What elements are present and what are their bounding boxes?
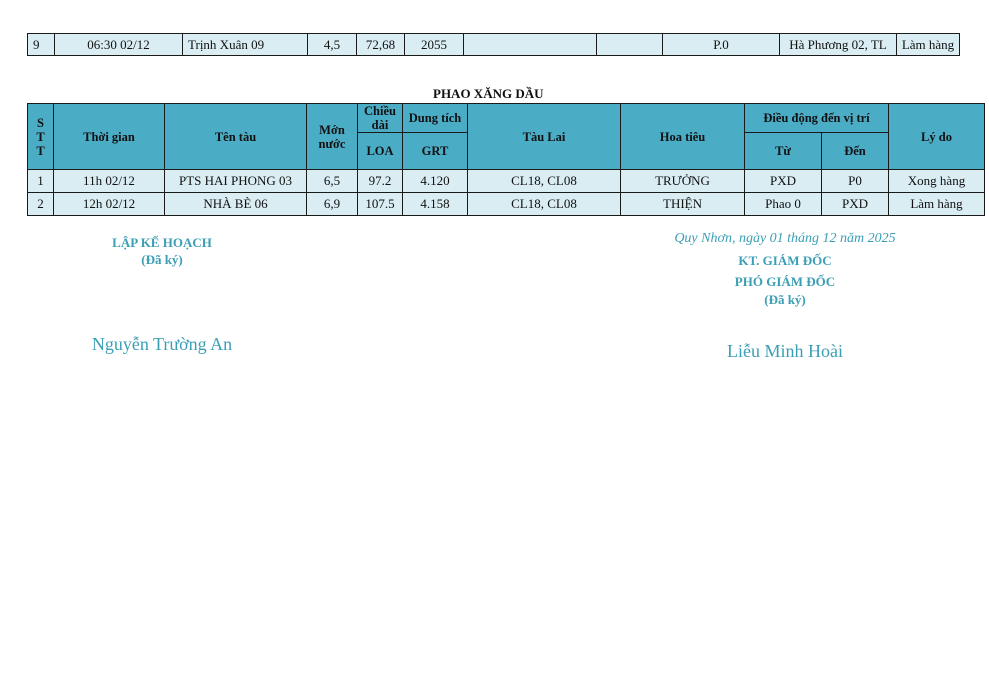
table-row (28, 170, 985, 193)
pilot-cell: THIỆN (621, 193, 745, 216)
reason-cell: Làm hàng (897, 34, 960, 56)
tug-cell (464, 34, 597, 56)
table-row (28, 193, 985, 216)
date-line: Quy Nhơn, ngày 01 tháng 12 năm 2025 (674, 231, 896, 246)
time-cell: 06:30 02/12 (55, 34, 183, 56)
stt-cell: 9 (28, 34, 55, 56)
vessel-cell: PTS HAI PHONG 03 (165, 170, 307, 193)
draft-cell: 6,9 (307, 193, 358, 216)
draft-header-line2: nước (318, 136, 346, 151)
loa-cell: 72,68 (357, 34, 405, 56)
director-name: Liễu Minh Hoài (727, 341, 843, 361)
loa-header: LOA (358, 133, 403, 170)
tug-cell: CL18, CL08 (468, 170, 621, 193)
draft-header (307, 104, 358, 170)
planner-title: LẬP KẾ HOẠCH (112, 235, 212, 250)
pilot-cell (597, 34, 663, 56)
header-row-1 (28, 104, 985, 133)
length-header-line1: Chiều (364, 104, 396, 118)
tug-header: Tàu Lai (468, 104, 621, 170)
from-cell: Phao 0 (745, 193, 822, 216)
grt-cell: 2055 (405, 34, 464, 56)
time-header: Thời gian (54, 104, 165, 170)
reason-cell: Làm hàng (889, 193, 985, 216)
tug-cell: CL18, CL08 (468, 193, 621, 216)
length-header (358, 104, 403, 133)
to-cell: PXD (822, 193, 889, 216)
stt-header-s: S (37, 115, 44, 130)
loa-cell: 97.2 (358, 170, 403, 193)
vessel-header: Tên tàu (165, 104, 307, 170)
grt-cell: 4.158 (403, 193, 468, 216)
time-cell: 11h 02/12 (54, 170, 165, 193)
draft-cell: 6,5 (307, 170, 358, 193)
grt-cell: 4.120 (403, 170, 468, 193)
move-header: Điều động đến vị trí (745, 104, 889, 133)
from-cell: P.0 (663, 34, 780, 56)
vessel-cell: NHÀ BÈ 06 (165, 193, 307, 216)
planner-name: Nguyễn Trường An (91, 334, 233, 354)
from-header: Từ (745, 133, 822, 170)
stt-header-t1: T (36, 129, 45, 144)
pilot-cell: TRƯỞNG (621, 170, 745, 193)
stt-cell: 1 (28, 170, 54, 193)
table-row (28, 34, 960, 56)
draft-cell: 4,5 (308, 34, 357, 56)
deputy-director-title: KT. GIÁM ĐỐC (738, 253, 832, 268)
section-title: PHAO XĂNG DẦU (433, 86, 544, 101)
director-signed-note: (Đã ký) (764, 292, 806, 307)
vessel-cell: Trịnh Xuân 09 (183, 34, 308, 56)
reason-cell: Xong hàng (889, 170, 985, 193)
to-header: Đến (822, 133, 889, 170)
capacity-header: Dung tích (403, 104, 468, 133)
grt-header: GRT (403, 133, 468, 170)
to-cell: Hà Phương 02, TL (780, 34, 897, 56)
stt-header-t2: T (36, 143, 45, 158)
pilot-header: Hoa tiêu (621, 104, 745, 170)
reason-header: Lý do (889, 104, 985, 170)
from-cell: PXD (745, 170, 822, 193)
vice-director-title: PHÓ GIÁM ĐỐC (734, 274, 836, 289)
planner-signed-note: (Đã ký) (141, 252, 183, 267)
continued-schedule-table (27, 33, 960, 56)
loa-cell: 107.5 (358, 193, 403, 216)
stt-header (28, 104, 54, 170)
to-cell: P0 (822, 170, 889, 193)
schedule-table (27, 103, 985, 216)
time-cell: 12h 02/12 (54, 193, 165, 216)
draft-header-line1: Mớn (319, 122, 345, 137)
stt-cell: 2 (28, 193, 54, 216)
length-header-line2: dài (371, 118, 389, 132)
